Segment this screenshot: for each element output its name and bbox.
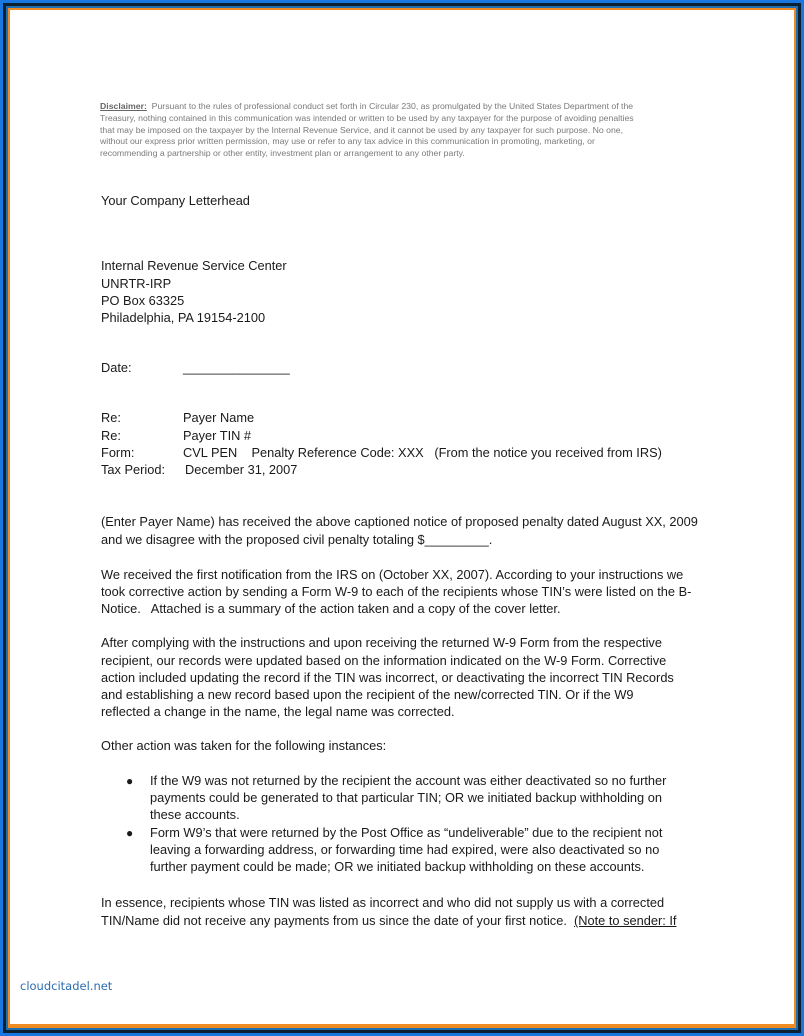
address-line: Internal Revenue Service Center [101, 258, 287, 273]
paragraph-line: action included updating the record if the TIN was incorrect, or deactivating the incorrect TIN Records [101, 670, 674, 685]
letter-page [10, 10, 794, 1024]
reference-label: Re: [101, 410, 121, 425]
paragraph-line: recipient, our records were updated based on the information indicated on the W-9 Form. Corrective [101, 653, 667, 668]
bullet-line: leaving a forwarding address, or forwarding time had expired, were also deactivated so no [150, 842, 660, 857]
closing-text: TIN/Name did not receive any payments from us since the date of your first notice. [101, 913, 574, 928]
reference-value: CVL PEN Penalty Reference Code: XXX (From the notice you received from IRS) [183, 445, 662, 460]
reference-label: Form: [101, 445, 135, 460]
paragraph-line: and establishing a new record based upon the recipient of the new/corrected TIN. Or if the W9 [101, 687, 634, 702]
disclaimer-line: Treasury, nothing contained in this communication was intended or written to be used by any taxpayer for the purpose of avoiding penalties [100, 113, 634, 123]
bullet-line: these accounts. [150, 807, 240, 822]
disclaimer-line: that may be imposed on the taxpayer by the Internal Revenue Service, and it cannot be used by any taxpayer for such purpose. No one, [100, 124, 624, 135]
letterhead: Your Company Letterhead [101, 193, 250, 208]
paragraph-line: Other action was taken for the following instances: [101, 738, 387, 753]
date-blank: _______________ [183, 360, 290, 375]
reference-label: Tax Period: [101, 462, 166, 477]
reference-value: Payer TIN # [183, 428, 252, 443]
bullet-icon: ● [126, 774, 134, 788]
watermark: cloudcitadel.net [20, 979, 113, 993]
paragraph-line: and we disagree with the proposed civil penalty totaling $_________. [101, 532, 493, 547]
paragraph-line: reflected a change in the name, the legal name was corrected. [101, 704, 455, 719]
note-to-sender: (Note to sender: If [574, 913, 677, 928]
reference-label: Re: [101, 428, 121, 443]
disclaimer-line: recommending a partnership or other entity, investment plan or arrangement to any other party. [100, 147, 465, 158]
disclaimer-line: without our express prior written permission, may use or refer to any tax advice in this communication in promoting, marketing, or [100, 136, 595, 146]
closing-line [101, 913, 676, 929]
date-label: Date: [101, 360, 132, 375]
bullet-line: If the W9 was not returned by the recipient the account was either deactivated so no further [150, 773, 667, 788]
address-line: PO Box 63325 [101, 293, 185, 308]
paragraph-line: took corrective action by sending a Form W-9 to each of the recipients whose TIN’s were listed on the B- [101, 584, 692, 599]
paragraph-line: Notice. Attached is a summary of the action taken and a copy of the cover letter. [101, 601, 561, 616]
address-line: Philadelphia, PA 19154-2100 [101, 310, 266, 325]
reference-value: December 31, 2007 [185, 462, 298, 477]
reference-value: Payer Name [183, 410, 255, 425]
bullet-icon: ● [126, 826, 134, 840]
closing-line: In essence, recipients whose TIN was listed as incorrect and who did not supply us with a corrected [101, 895, 665, 910]
paragraph-line: We received the first notification from the IRS on (October XX, 2007). According to your instructions we [101, 567, 684, 582]
bullet-line: further payment could be made; OR we initiated backup withholding on these accounts. [150, 859, 645, 874]
address-line: UNRTR-IRP [101, 276, 172, 291]
bullet-line: Form W9’s that were returned by the Post Office as “undeliverable” due to the recipient not [150, 825, 663, 840]
bullet-line: payments could be generated to that particular TIN; OR we initiated backup withholding on [150, 790, 662, 805]
disclaimer-label: Disclaimer: [100, 101, 147, 111]
paragraph-line: After complying with the instructions and upon receiving the returned W-9 Form from the respective [101, 635, 662, 650]
disclaimer-line [100, 101, 633, 112]
disclaimer-text: Pursuant to the rules of professional conduct set forth in Circular 230, as promulgated by the United States Department of the [151, 101, 634, 111]
paragraph-line: (Enter Payer Name) has received the above captioned notice of proposed penalty dated August XX, 2009 [101, 514, 698, 529]
